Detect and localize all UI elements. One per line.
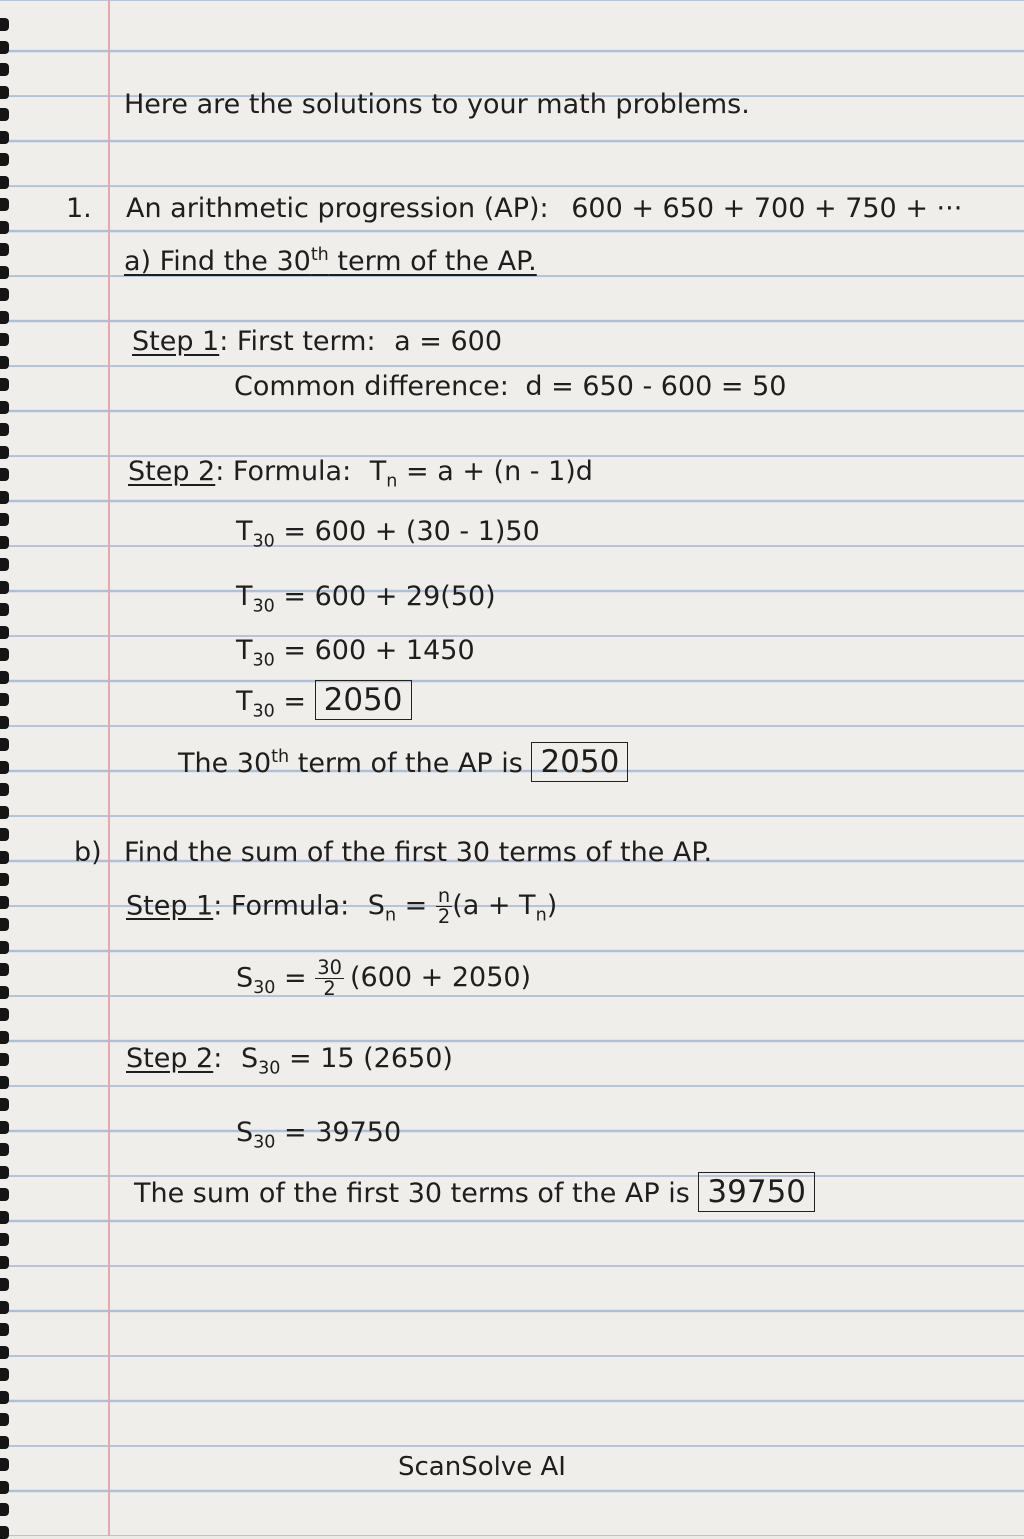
a-conclusion-mid: term of the AP is xyxy=(289,748,532,779)
formula-T-rhs: = a + (n - 1)d xyxy=(397,456,593,487)
a-step2-formula-line xyxy=(128,455,593,498)
calc-sub: 30 xyxy=(252,596,275,617)
binding-hole xyxy=(0,423,9,436)
calc-sub: 30 xyxy=(252,531,275,552)
calc-sub: 30 xyxy=(252,650,275,671)
binding-hole xyxy=(0,333,9,346)
binding-hole xyxy=(0,131,9,144)
problem-number: 1. xyxy=(66,193,92,224)
binding-hole xyxy=(0,176,9,189)
calc-rhs: = 600 + 29(50) xyxy=(274,581,496,612)
binding-hole xyxy=(0,828,9,841)
step2-S: S xyxy=(240,1043,259,1074)
binding-hole xyxy=(0,1233,9,1246)
part-a-label-text: a) Find the 30 xyxy=(124,246,311,277)
problem-statement-text: An arithmetic progression (AP): xyxy=(126,193,549,224)
a-step1-first-term: a = 600 xyxy=(394,326,503,357)
calc-rhs: = 600 + 1450 xyxy=(274,635,475,666)
binding-hole xyxy=(0,1076,9,1089)
binding-hole xyxy=(0,941,9,954)
binding-hole xyxy=(0,1098,9,1111)
binding-hole xyxy=(0,63,9,76)
b-step1-calc-line xyxy=(236,958,531,1005)
binding-hole xyxy=(0,873,9,886)
binding-hole xyxy=(0,1256,9,1269)
binding-hole xyxy=(0,468,9,481)
binding-hole xyxy=(0,648,9,661)
step2-S-sub: 30 xyxy=(258,1058,281,1079)
binding-hole xyxy=(0,108,9,121)
formula-rhs: (a + T xyxy=(452,890,536,922)
binding-hole xyxy=(0,1211,9,1224)
calc-eq: = xyxy=(275,962,316,994)
part-a-label-sup: th xyxy=(310,245,329,265)
problem-sequence: 600 + 650 + 700 + 750 + ··· xyxy=(571,193,963,224)
binding-hole xyxy=(0,1031,9,1044)
binding-hole xyxy=(0,1008,9,1021)
a-step2-result-line xyxy=(236,680,412,728)
a-step1-heading: Step 1 xyxy=(132,326,220,357)
binding-hole xyxy=(0,1346,9,1359)
fraction-numerator: 30 xyxy=(317,956,342,979)
a-step1-common-diff-label: Common difference: xyxy=(234,371,509,402)
a-step1-common-diff-line xyxy=(234,370,786,404)
binding-hole xyxy=(0,513,9,526)
binding-hole xyxy=(0,1166,9,1179)
b-step2-heading: Step 2 xyxy=(126,1043,214,1074)
binding-hole xyxy=(0,536,9,549)
margin-line xyxy=(108,0,110,1536)
binding-hole xyxy=(0,1301,9,1314)
binding-hole xyxy=(0,153,9,166)
calc-lhs: T xyxy=(236,635,253,666)
calc-S-sub: 30 xyxy=(253,977,276,998)
b-step1-formula-line xyxy=(126,886,557,933)
a-step2-calc-line xyxy=(236,515,540,558)
a-step2-calc-line xyxy=(236,634,475,677)
step2-result-sub: 30 xyxy=(253,1132,276,1153)
result-eq: = xyxy=(274,686,315,717)
binding-hole xyxy=(0,266,9,279)
fraction-denominator: 2 xyxy=(323,977,336,1001)
binding-hole xyxy=(0,1323,9,1336)
result-lhs: T xyxy=(236,686,253,717)
formula-T: T xyxy=(369,456,387,487)
binding-holes xyxy=(0,0,12,1536)
b-step2-eq xyxy=(240,1043,453,1079)
binding-hole xyxy=(0,198,9,211)
calc-rhs: = 600 + (30 - 1)50 xyxy=(274,516,540,547)
binding-hole xyxy=(0,1503,9,1516)
a-conclusion-pre: The 30 xyxy=(178,748,272,779)
calc-lhs: T xyxy=(236,516,253,547)
binding-hole xyxy=(0,671,9,684)
part-b-label: b) xyxy=(74,837,102,868)
result-sub: 30 xyxy=(252,701,275,722)
binding-hole xyxy=(0,1481,9,1494)
binding-hole xyxy=(0,603,9,616)
binding-hole xyxy=(0,1391,9,1404)
a-step1-first-term-label: : First term: xyxy=(219,326,376,357)
binding-hole xyxy=(0,963,9,976)
binding-hole xyxy=(0,851,9,864)
a-step1-line xyxy=(132,325,502,359)
fraction-n-over-2 xyxy=(436,886,452,928)
b-step2-colon: : xyxy=(213,1043,223,1074)
binding-hole xyxy=(0,401,9,414)
binding-hole xyxy=(0,243,9,256)
binding-hole xyxy=(0,378,9,391)
binding-hole xyxy=(0,446,9,459)
result-box: 2050 xyxy=(315,680,412,720)
binding-hole xyxy=(0,716,9,729)
binding-hole xyxy=(0,86,9,99)
formula-S-sub: n xyxy=(384,905,397,926)
binding-hole xyxy=(0,1143,9,1156)
a-step2-formula-label: : Formula: xyxy=(215,456,352,487)
a-step2-heading: Step 2 xyxy=(128,456,216,487)
a-step2-calc-line xyxy=(236,580,496,623)
calc-S: S xyxy=(236,962,254,994)
fraction-30-over-2 xyxy=(315,958,344,1000)
b-step1-heading: Step 1 xyxy=(126,890,214,922)
b-step2-line xyxy=(126,1042,453,1085)
binding-hole xyxy=(0,806,9,819)
formula-T-sub: n xyxy=(386,471,398,492)
part-a-label xyxy=(124,238,537,279)
a-step2-formula xyxy=(369,456,593,492)
calc-lhs: T xyxy=(236,581,253,612)
formula-close: ) xyxy=(546,890,558,922)
binding-hole xyxy=(0,41,9,54)
formula-eq: = xyxy=(396,890,436,922)
fraction-numerator: n xyxy=(437,884,451,907)
binding-hole xyxy=(0,761,9,774)
b-step2-result-line xyxy=(236,1116,401,1159)
binding-hole xyxy=(0,221,9,234)
binding-hole xyxy=(0,896,9,909)
footer-brand: ScanSolve AI xyxy=(398,1452,566,1482)
fraction-denominator: 2 xyxy=(437,905,451,929)
a-step1-common-diff: d = 650 - 600 = 50 xyxy=(525,371,787,402)
b-step1-formula-label: : Formula: xyxy=(213,890,350,922)
b-step1-formula xyxy=(367,884,558,929)
a-conclusion-box: 2050 xyxy=(531,742,628,782)
part-a-label-end: term of the AP. xyxy=(328,246,537,277)
a-conclusion-sup: th xyxy=(271,747,290,767)
binding-hole xyxy=(0,288,9,301)
binding-hole xyxy=(0,1436,9,1449)
binding-hole xyxy=(0,581,9,594)
binding-hole xyxy=(0,738,9,751)
step2-result-rhs: = 39750 xyxy=(275,1117,402,1148)
binding-hole xyxy=(0,1526,9,1539)
binding-hole xyxy=(0,1458,9,1471)
binding-hole xyxy=(0,626,9,639)
part-b-question: Find the sum of the first 30 terms of the AP. xyxy=(124,837,713,868)
binding-hole xyxy=(0,491,9,504)
intro-text: Here are the solutions to your math problems. xyxy=(124,89,750,120)
binding-hole xyxy=(0,1278,9,1291)
formula-S: S xyxy=(367,890,385,922)
binding-hole xyxy=(0,558,9,571)
binding-hole xyxy=(0,693,9,706)
binding-hole xyxy=(0,1053,9,1066)
calc-rhs: (600 + 2050) xyxy=(349,962,532,994)
binding-hole xyxy=(0,1368,9,1381)
a-conclusion xyxy=(178,740,628,782)
b-conclusion xyxy=(134,1172,815,1212)
binding-hole xyxy=(0,986,9,999)
binding-hole xyxy=(0,918,9,931)
binding-hole xyxy=(0,18,9,31)
problem-statement xyxy=(126,192,962,226)
step2-rhs: = 15 (2650) xyxy=(280,1043,453,1074)
b-conclusion-text: The sum of the first 30 terms of the AP is xyxy=(134,1178,699,1209)
binding-hole xyxy=(0,783,9,796)
b-conclusion-box: 39750 xyxy=(698,1172,815,1212)
binding-hole xyxy=(0,311,9,324)
binding-hole xyxy=(0,1188,9,1201)
binding-hole xyxy=(0,1413,9,1426)
step2-result-S: S xyxy=(236,1117,254,1148)
formula-rhs-sub: n xyxy=(535,905,547,926)
binding-hole xyxy=(0,356,9,369)
binding-hole xyxy=(0,1121,9,1134)
